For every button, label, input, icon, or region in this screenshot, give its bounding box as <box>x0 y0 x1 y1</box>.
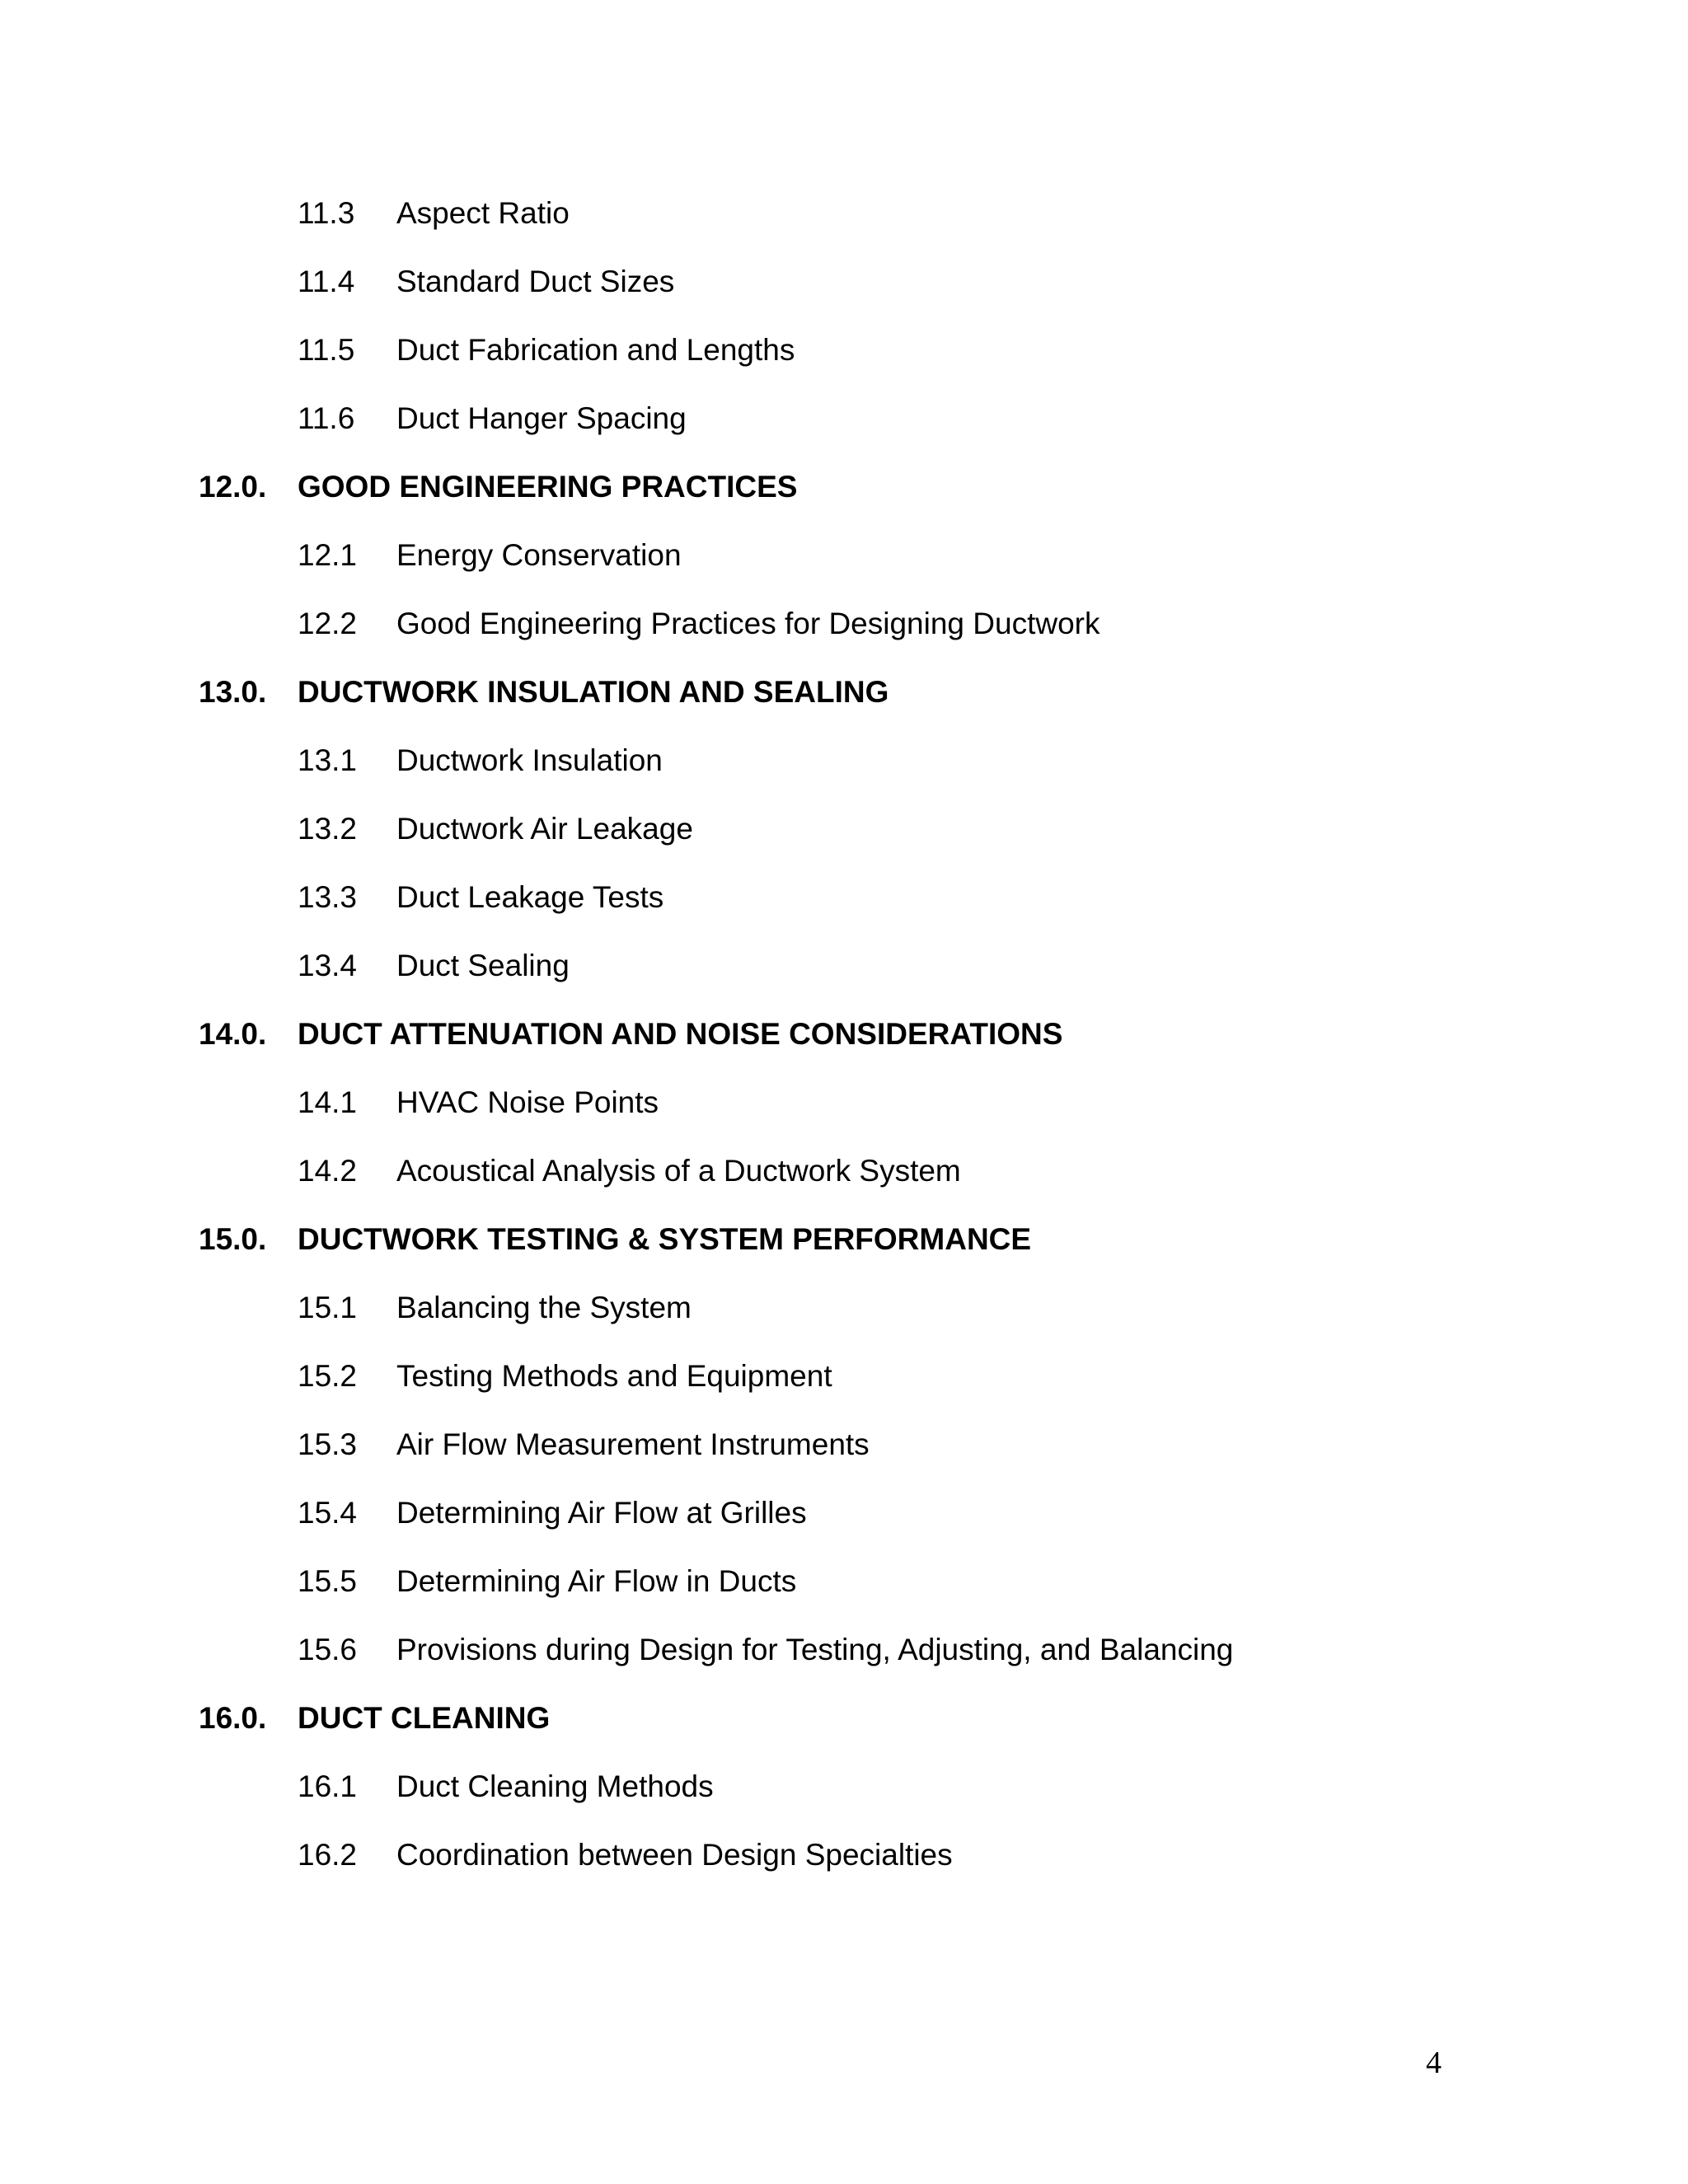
toc-entry-title: Determining Air Flow at Grilles <box>396 1496 807 1530</box>
toc-entry-number: 13.4 <box>298 949 358 982</box>
toc-entry-number: 11.6 <box>298 401 355 435</box>
toc-entry-number: 11.5 <box>298 333 355 367</box>
toc-entry-15-4 <box>0 1488 1688 1538</box>
toc-entry-13-3 <box>0 873 1688 922</box>
toc-entry-number: 16.1 <box>298 1769 358 1803</box>
toc-entry-number: 14.1 <box>298 1085 358 1119</box>
toc-entry-15-3 <box>0 1420 1688 1469</box>
toc-entry-number: 13.2 <box>298 812 358 846</box>
toc-entry-number: 15.1 <box>298 1291 358 1324</box>
toc-entry-title: Testing Methods and Equipment <box>396 1359 832 1393</box>
toc-entry-number: 13.3 <box>298 880 358 914</box>
toc-entry-number: 15.5 <box>298 1564 358 1598</box>
toc-section-number: 15.0. <box>199 1222 267 1256</box>
toc-entry-title: Balancing the System <box>396 1291 692 1324</box>
toc-entry-13-2 <box>0 804 1688 854</box>
toc-entry-15-6 <box>0 1625 1688 1675</box>
toc-entry-12-1 <box>0 531 1688 580</box>
toc-entry-title: Standard Duct Sizes <box>396 265 675 298</box>
toc-entry-13-4 <box>0 941 1688 991</box>
toc-entry-title: Determining Air Flow in Ducts <box>396 1564 797 1598</box>
toc-entry-11-5 <box>0 326 1688 375</box>
toc-section-title: DUCTWORK INSULATION AND SEALING <box>298 675 889 709</box>
toc-entry-title: Air Flow Measurement Instruments <box>396 1427 870 1461</box>
toc-section-title: GOOD ENGINEERING PRACTICES <box>298 470 798 504</box>
toc-entry-title: Duct Leakage Tests <box>396 880 664 914</box>
toc-entry-15-5 <box>0 1557 1688 1606</box>
toc-entry-title: Ductwork Insulation <box>396 743 663 777</box>
page-number: 4 <box>1426 2046 1442 2080</box>
toc-entry-11-3 <box>0 189 1688 238</box>
toc-entry-number: 12.2 <box>298 607 358 640</box>
toc-entry-title: Duct Fabrication and Lengths <box>396 333 795 367</box>
toc-entry-number: 11.3 <box>298 196 355 230</box>
toc-entry-title: HVAC Noise Points <box>396 1085 659 1119</box>
toc-entry-title: Energy Conservation <box>396 538 682 572</box>
toc-entry-title: Acoustical Analysis of a Ductwork System <box>396 1154 961 1188</box>
toc-entry-number: 15.6 <box>298 1633 358 1666</box>
toc-section-number: 13.0. <box>199 675 267 709</box>
toc-entry-title: Coordination between Design Specialties <box>396 1838 953 1872</box>
toc-entry-number: 16.2 <box>298 1838 358 1872</box>
toc-entry-number: 15.2 <box>298 1359 358 1393</box>
toc-entry-title: Good Engineering Practices for Designing Ductwork <box>396 607 1100 640</box>
toc-entry-14-1 <box>0 1078 1688 1127</box>
toc-section-title: DUCTWORK TESTING & SYSTEM PERFORMANCE <box>298 1222 1032 1256</box>
toc-entry-12-2 <box>0 599 1688 649</box>
toc-section-title: DUCT ATTENUATION AND NOISE CONSIDERATIONS <box>298 1017 1063 1051</box>
toc-entry-number: 15.3 <box>298 1427 358 1461</box>
toc-section-15 <box>0 1215 1688 1264</box>
toc-entry-title: Ductwork Air Leakage <box>396 812 693 846</box>
toc-entry-13-1 <box>0 736 1688 785</box>
toc-entry-title: Duct Hanger Spacing <box>396 401 687 435</box>
toc-entry-16-2 <box>0 1830 1688 1880</box>
toc-section-13 <box>0 668 1688 717</box>
toc-section-number: 16.0. <box>199 1701 267 1735</box>
toc-entry-16-1 <box>0 1762 1688 1811</box>
toc-entry-title: Duct Cleaning Methods <box>396 1769 714 1803</box>
toc-entry-number: 14.2 <box>298 1154 358 1188</box>
toc-section-14 <box>0 1010 1688 1059</box>
toc-section-title: DUCT CLEANING <box>298 1701 551 1735</box>
toc-entry-15-1 <box>0 1283 1688 1333</box>
toc-section-number: 12.0. <box>199 470 267 504</box>
toc-section-number: 14.0. <box>199 1017 267 1051</box>
toc-entry-11-6 <box>0 394 1688 443</box>
toc-entry-number: 15.4 <box>298 1496 358 1530</box>
toc-entry-number: 11.4 <box>298 265 355 298</box>
toc-section-16 <box>0 1694 1688 1743</box>
toc-entry-15-2 <box>0 1352 1688 1401</box>
toc-entry-title: Provisions during Design for Testing, Adjusting, and Balancing <box>396 1633 1234 1666</box>
toc-entry-14-2 <box>0 1146 1688 1196</box>
toc-entry-title: Duct Sealing <box>396 949 570 982</box>
toc-entry-11-4 <box>0 257 1688 307</box>
toc-section-12 <box>0 462 1688 512</box>
toc-entry-number: 13.1 <box>298 743 358 777</box>
toc-entry-title: Aspect Ratio <box>396 196 570 230</box>
toc-entry-number: 12.1 <box>298 538 358 572</box>
